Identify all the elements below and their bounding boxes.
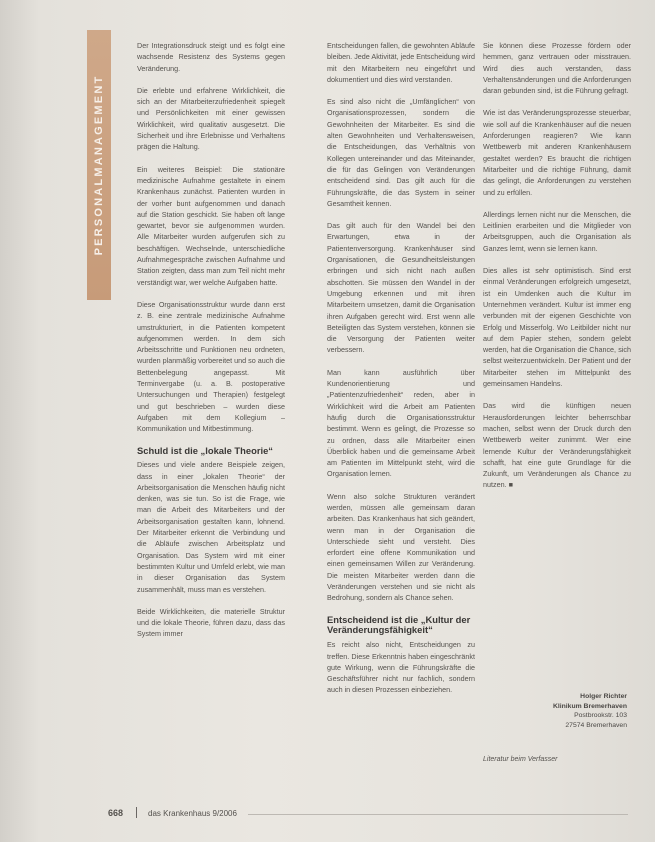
journal-name: das Krankenhaus 9/2006 <box>148 809 237 818</box>
paragraph: Die erlebte und erfahrene Wirklichkeit, die sich an der Mitarbeiterzufriedenheit spiegelt und Persönlichkeiten mit einer gewissen Wirklichkeit, wird qualitativ ausgesetzt. Die Sicherheit und ihre Erlebnisse und Verhaltens prägen die Haltung. <box>137 85 285 152</box>
paragraph: Das wird die künftigen neuen Herausforderungen leichter beherrschbar machen, selbst wenn der Druck durch den Wettbewerb weiter zunimmt. Wer eine lernende Kultur der Veränderungsfähigkeit schafft, hat eine gute Grundlage für die Zukunft, um Veränderungen als Chance zu nutzen. ■ <box>483 401 631 490</box>
text-column-1 <box>137 40 285 651</box>
paragraph: Sie können diese Prozesse fördern oder hemmen, ganz vertrauen oder misstrauen. Wird dies auch verstanden, dass Verhaltensänderungen und die Anforderungen daran gebunden sind, ist die Führung gefragt. <box>483 41 631 96</box>
author-address: Postbrookstr. 103 <box>574 712 627 719</box>
paragraph: Entscheidungen fallen, die gewohnten Abläufe bleiben. Jede Aktivität, jede Entscheidung wird mit den Mitarbeitern neu eingeführt und dokumentiert und dies wird verstanden. <box>327 41 475 84</box>
page-footer <box>108 808 628 822</box>
paragraph: Dies alles ist sehr optimistisch. Sind erst einmal Veränderungen erfolgreich umgesetzt, ist ein Umdenken auch die Kultur im Unternehmen verändert. Kultur ist immer eng verbunden mit der eigenen Geschichte von Erfolg und Misserfolg. Wo Leitbilder nicht nur auf dem Papier stehen, sondern gelebt werden, hat die Organisation die Chance, sich selbst weiterzuentwickeln. Der Patient und der Mitarbeiter stehen im Mittelpunkt des gemeinsamen Handelns. <box>483 266 631 389</box>
text-column-2 <box>327 40 475 707</box>
section-heading: Schuld ist die „lokale Theorie“ <box>137 444 273 456</box>
paragraph: Wenn also solche Strukturen verändert werden, müssen alle gemeinsam daran arbeiten. Das Krankenhaus hat sich geändert, wenn man in der Organisation die Unterschiede sieht und versteht. Dies erfordert eine offene Kommunikation und einen gemeinsamen Willen zur Veränderung. Die meisten Mitarbeiter werden dann die Veränderungen verstehen und sie nicht als Bedrohung, sondern als Chance sehen. <box>327 491 475 603</box>
paragraph: Dieses und viele andere Beispiele zeigen, dass in einer „lokalen Theorie“ der Arbeitsorganisation die Menschen häufig nicht denken, was sie tun. So ist die Frage, wie man die Arbeit des Mitarbeiters und der Arbeitsorganisation gestalten kann, lohnend. Der Mitarbeiter erkennt die Verbindung und die Abläufe zwischen Arbeitsplatz und Organisation. Das System wird mit einer bestimmten Kultur und Umfeld erlebt, wie man in dieser Organisation das System zusammenhält, muss man es verstehen. <box>137 460 285 594</box>
paragraph: Man kann ausführlich über Kundenorientierung und „Patientenzufriedenheit“ reden, aber in Wirklichkeit wird die Arbeit am Patienten häufig durch die Organisationsstruktur bestimmt. Wenn es gelingt, die Prozesse so zu ordnen, dass alle Mitarbeiter einen Überblick haben und die gemeinsame Arbeit am Patienten im Mittelpunkt steht, wird die Organisation lernen. <box>327 367 475 479</box>
author-institution: Klinikum Bremerhaven <box>552 702 627 710</box>
footer-divider <box>136 807 137 818</box>
section-heading: Entscheidend ist die „Kultur der Veränderungsfähigkeit“ <box>327 613 471 636</box>
paragraph: Das gilt auch für den Wandel bei den Erwartungen, etwa in der Patientenversorgung. Krankenhäuser sind Organisationen, die Gesundheitsleistungen erbringen und sich nicht nach außen abschotten. Sie müssen den Wandel in der Umgebung erkennen und mit ihren Mitarbeitern umsetzen, damit die Organisation ihren Aufgaben gerecht wird. Erst wenn alle Beteiligten das System verstehen, können sie die Versorgung der Patienten weiter verbessern. <box>327 221 475 355</box>
paragraph: Der Integrationsdruck steigt und es folgt eine wachsende Resistenz des Systems gegen Veränderung. <box>137 41 285 73</box>
footer-rule <box>248 814 628 815</box>
author-signature <box>483 692 627 730</box>
paragraph: Es reicht also nicht, Entscheidungen zu treffen. Diese Erkenntnis haben eingeschränkt gute Wirkung, wenn die Führungskräfte die Geschäftsführer nicht nur fachlich, sondern auch in diesen Prozessen einbeziehen. <box>327 640 475 695</box>
text-column-3 <box>483 40 631 502</box>
paragraph: Es sind also nicht die „Umfänglichen“ von Organisationsprozessen, sondern die Gewohnheiten der Mitarbeiter. Es sind die alten Gewohnheiten und Verhaltensweisen, die Entscheidungen, das Verhältnis von Kollegen untereinander und das Miteinander, die für das Gelingen von Veränderungen entscheidend sind. Das gilt auch für die Führungskräfte, die das System in seiner Gesamtheit kennen. <box>327 97 475 208</box>
paragraph: Ein weiteres Beispiel: Die stationäre medizinische Aufnahme gestaltete in einem Krankenhaus zunächst. Patienten wurden in der vorher bunt aufgenommen und danach auf die Station geschickt. Sie haben oft lange gewartet, bevor sie aufgenommen wurden. Alle Mitarbeiter wurden aufgerufen sich zu beschäftigen. Wechselnde, unterschiedliche Aufnahmegespräche zwischen Aufnahme und Station zeigten, dass man zum Teil nicht mehr verständigt war, wer welche Aufgaben hatte. <box>137 164 285 287</box>
literature-note: Literatur beim Verfasser <box>483 756 558 763</box>
paragraph: Beide Wirklichkeiten, die materielle Struktur und die lokale Theorie, führen dazu, dass das System immer <box>137 606 285 639</box>
paragraph: Wie ist das Veränderungsprozesse steuerbar, wie soll auf die Krankenhäuser auf die neuen Anforderungen reagieren? Wie kann Wettbewerb mit anderen Krankenhäusern gestaltet werden? Es braucht die richtigen Mitarbeiter und die richtige Führung, damit das gelingt, die Anforderungen zu verstehen und zu erfüllen. <box>483 108 631 197</box>
paragraph: Diese Organisationsstruktur wurde dann erst z. B. eine zentrale medizinische Aufnahme umstrukturiert, in die Patienten kompetent aufgenommen werden. In dem sich Arbeitsschritte und Funktionen neu ordneten, wurden planmäßig vorbereitet und so auch die Bettenbelegung angepasst. Mit Terminvergabe (u. a. B. postoperative Untersuchungen und Therapien) festgelegt und gut beschrieben – wurden diese Aufgaben mit dem Kollegium – Kommunikation und Mitbestimmung. <box>137 299 285 434</box>
paragraph: Allerdings lernen nicht nur die Menschen, die Leitlinien erarbeiten und die Mitglieder von Arbeitsgruppen, auch die Organisation als Ganzes lernt, wenn sie lernen kann. <box>483 209 631 253</box>
page-number: 668 <box>108 808 124 818</box>
section-tab <box>87 30 111 300</box>
section-tab-label: PERSONALMANAGEMENT <box>93 74 105 256</box>
author-city: 27574 Bremerhaven <box>565 721 627 729</box>
author-name: Holger Richter <box>580 693 627 700</box>
